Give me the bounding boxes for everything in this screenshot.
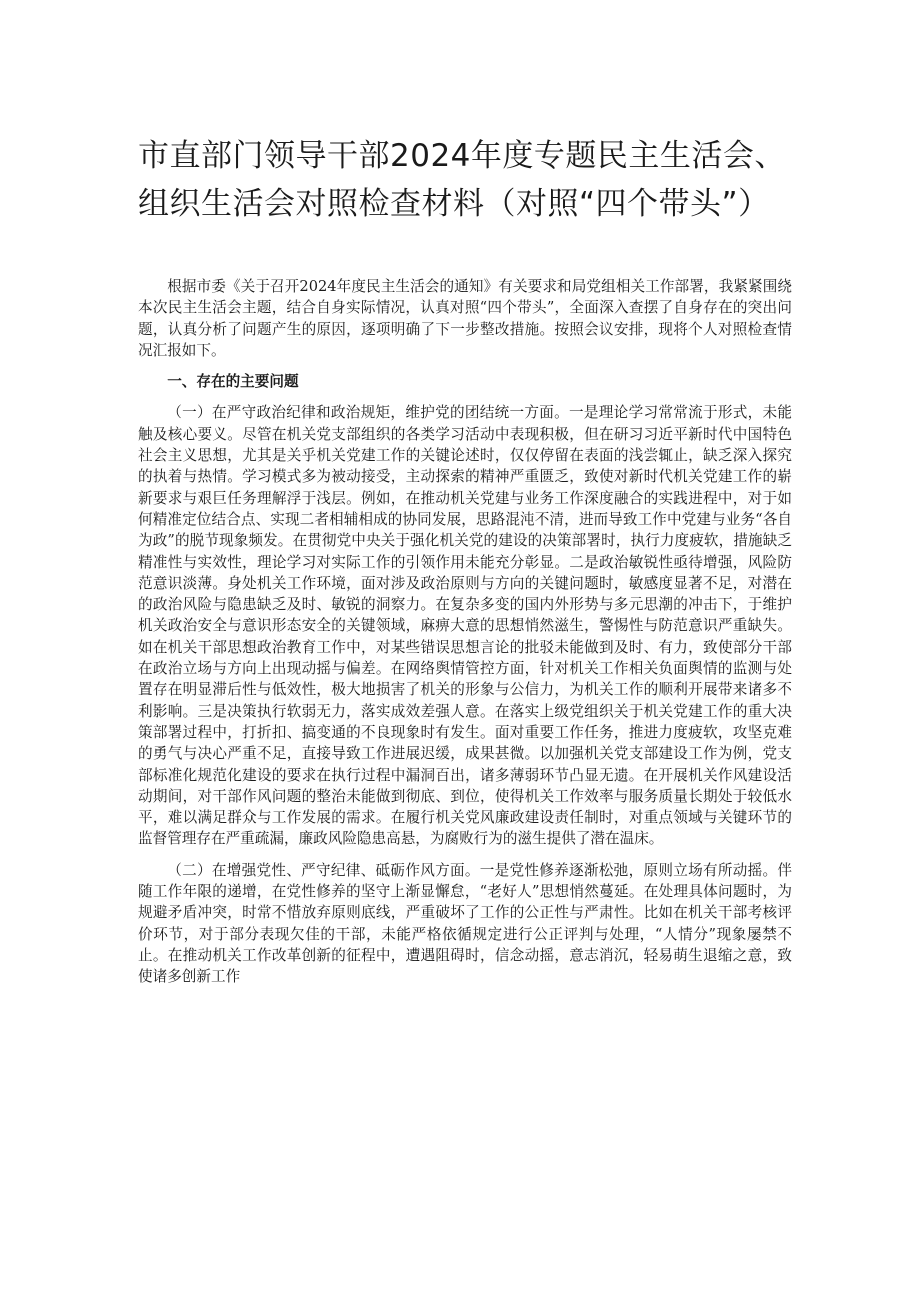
section-heading-main-problems: 一、存在的主要问题 <box>167 373 299 391</box>
document-body <box>138 276 792 998</box>
problem-paragraph-2: （二）在增强党性、严守纪律、砥砺作风方面。一是党性修养逐渐松弛，原则立场有所动摇。伴随工作年限的递增，在党性修养的坚守上渐显懈怠，“老好人”思想悄然蔓延。在处理具体问题时，为规避矛盾冲突，时常不惜放弃原则底线，严重破坏了工作的公正性与严肃性。比如在机关干部考核评价环节，对于部分表现欠佳的干部，未能严格依循规定进行公正评判与处理，“人情分”现象屡禁不止。在推动机关工作改革创新的征程中，遭遇阻碍时，信念动摇，意志消沉，轻易萌生退缩之意，致使诸多创新工作 <box>138 861 792 986</box>
document-title: 市直部门领导干部2024年度专题民主生活会、组织生活会对照检查材料（对照“四个带头”） <box>138 138 786 222</box>
problem-paragraph-1: （一）在严守政治纪律和政治规矩，维护党的团结统一方面。一是理论学习常常流于形式，未能触及核心要义。尽管在机关党支部组织的各类学习活动中表现积极，但在研习习近平新时代中国特色社会主义思想，尤其是关乎机关党建工作的关键论述时，仅仅停留在表面的浅尝辄止，缺乏深入探究的执着与热情。学习模式多为被动接受，主动探索的精神严重匮乏，致使对新时代机关党建工作的崭新要求与艰巨任务理解浮于浅层。例如，在推动机关党建与业务工作深度融合的实践进程中，对于如何精准定位结合点、实现二者相辅相成的协同发展，思路混沌不清，进而导致工作中党建与业务“各自为政”的脱节现象频发。在贯彻党中央关于强化机关党的建设的决策部署时，执行力度疲软，措施缺乏精准性与实效性，理论学习对实际工作的引领作用未能充分彰显。二是政治敏锐性亟待增强，风险防范意识淡薄。身处机关工作环境，面对涉及政治原则与方向的关键问题时，敏感度显著不足，对潜在的政治风险与隐患缺乏及时、敏锐的洞察力。在复杂多变的国内外形势与多元思潮的冲击下，于维护机关政治安全与意识形态安全的关键领域，麻痹大意的思想悄然滋生，警惕性与防范意识严重缺失。如在机关干部思想政治教育工作中，对某些错误思想言论的批驳未能做到及时、有力，致使部分干部在政治立场与方向上出现动摇与偏差。在网络舆情管控方面，针对机关工作相关负面舆情的监测与处置存在明显滞后性与低效性，极大地损害了机关的形象与公信力，为机关工作的顺利开展带来诸多不利影响。三是决策执行软弱无力，落实成效差强人意。在落实上级党组织关于机关党建工作的重大决策部署过程中，打折扣、搞变通的不良现象时有发生。面对重要工作任务，推进力度疲软，攻坚克难的勇气与决心严重不足，直接导致工作进展迟缓，成果甚微。以加强机关党支部建设工作为例，党支部标准化规范化建设的要求在执行过程中漏洞百出，诸多薄弱环节凸显无遗。在开展机关作风建设活动期间，对干部作风问题的整治未能做到彻底、到位，使得机关工作效率与服务质量长期处于较低水平，难以满足群众与工作发展的需求。在履行机关党风廉政建设责任制时，对重点领域与关键环节的监督管理存在严重疏漏，廉政风险隐患高悬，为腐败行为的滋生提供了潜在温床。 <box>138 404 792 848</box>
intro-paragraph: 根据市委《关于召开2024年度民主生活会的通知》有关要求和局党组相关工作部署，我紧紧围绕本次民主生活会主题，结合自身实际情况，认真对照“四个带头”，全面深入查摆了自身存在的突出问题，认真分析了问题产生的原因，逐项明确了下一步整改措施。按照会议安排，现将个人对照检查情况汇报如下。 <box>138 278 792 359</box>
